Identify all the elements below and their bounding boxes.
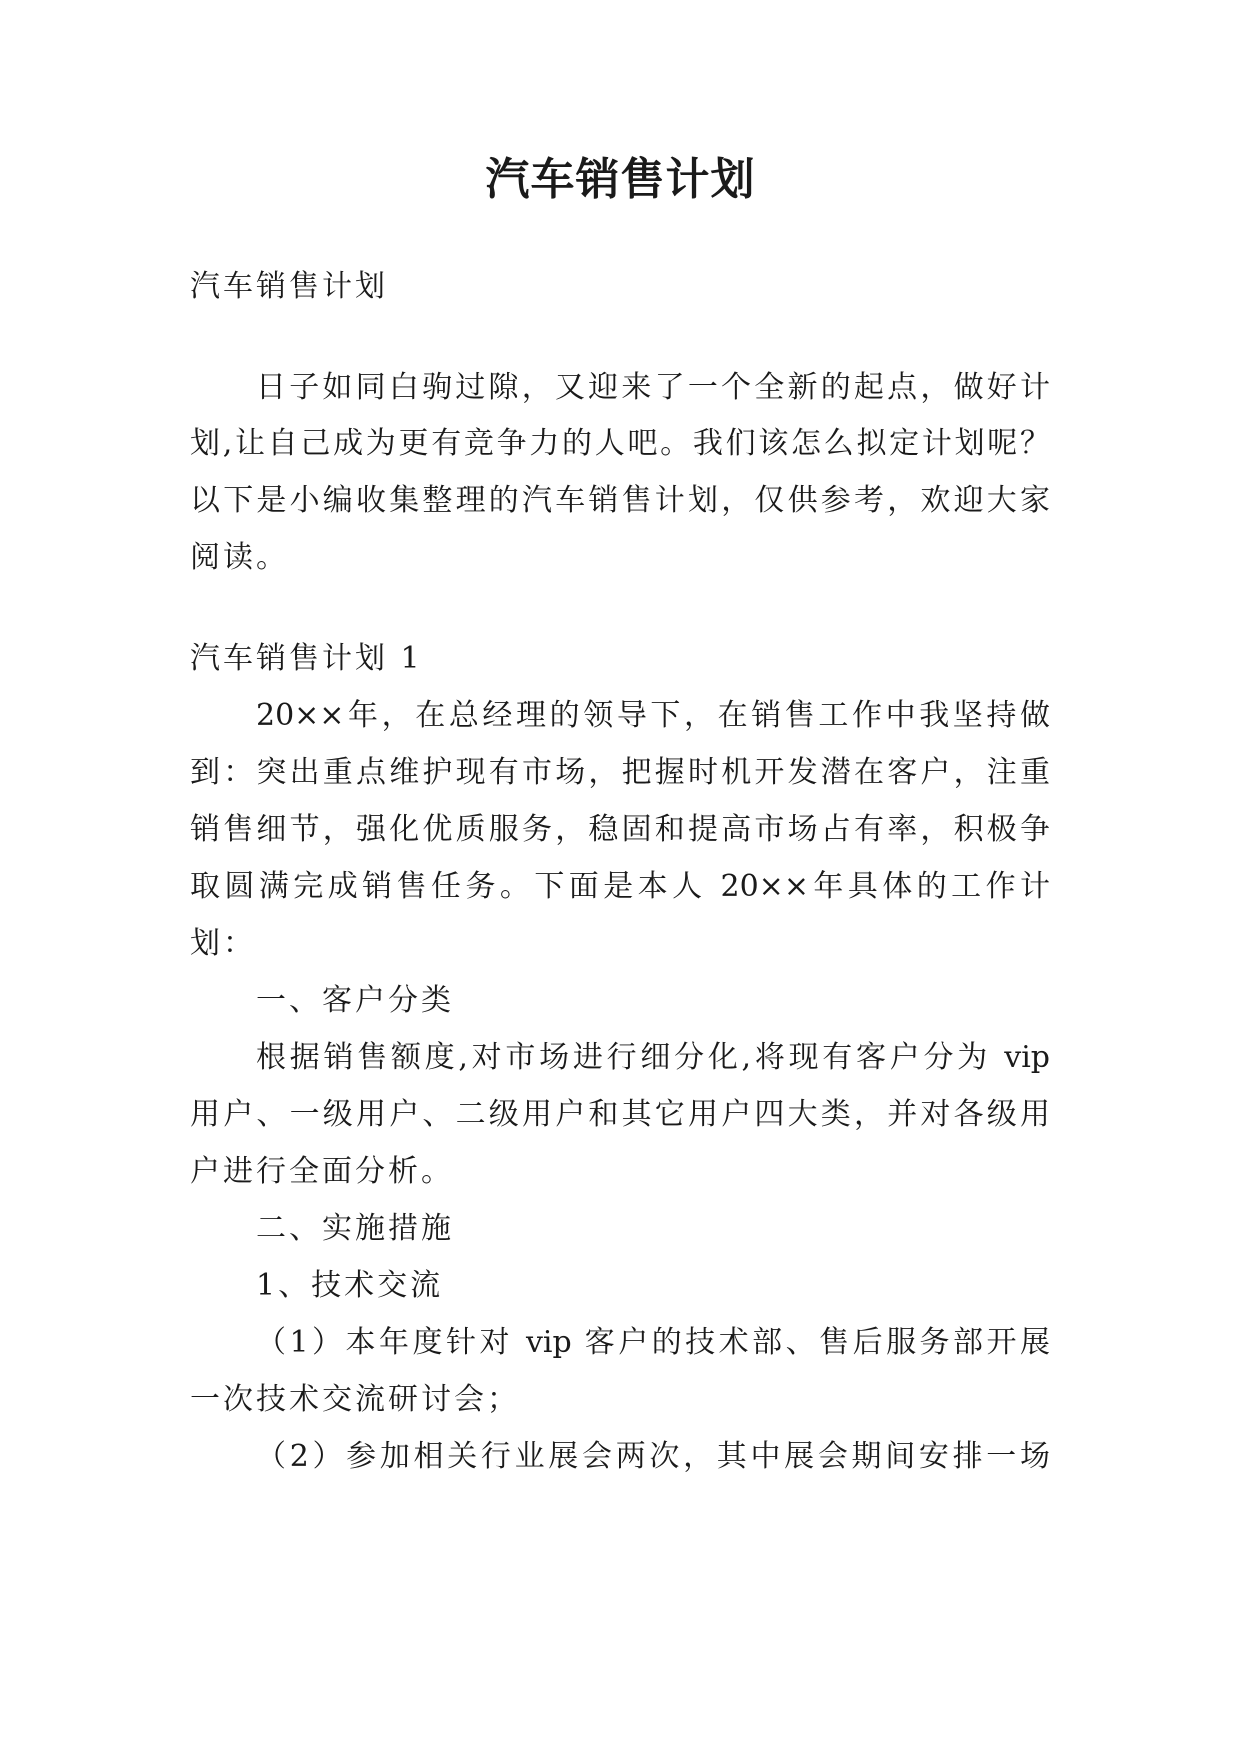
intro-line-2: 划,让自己成为更有竞争力的人吧。我们该怎么拟定计划呢？	[190, 426, 1050, 461]
section-heading-1: 汽车销售计划 1	[190, 641, 423, 676]
classification-line-3: 户进行全面分析。	[190, 1154, 454, 1189]
intro-line-1: 日子如同白驹过隙，又迎来了一个全新的起点，做好计	[256, 370, 1050, 405]
subtitle-line: 汽车销售计划	[190, 269, 388, 304]
classification-line-2: 用户、一级用户、二级用户和其它用户四大类，并对各级用	[190, 1097, 1050, 1132]
document-title: 汽车销售计划	[485, 154, 756, 205]
subheading-tech-exchange: 1、技术交流	[256, 1268, 444, 1303]
body-line-3: 销售细节，强化优质服务，稳固和提高市场占有率，积极争	[190, 812, 1050, 847]
body-line-5: 划：	[190, 926, 256, 961]
measure-item-2-line-1: （2）参加相关行业展会两次，其中展会期间安排一场	[256, 1439, 1050, 1474]
intro-line-4: 阅读。	[190, 540, 289, 575]
intro-line-3: 以下是小编收集整理的汽车销售计划，仅供参考，欢迎大家	[190, 483, 1050, 518]
subheading-measures: 二、实施措施	[256, 1211, 454, 1246]
measure-item-1-line-2: 一次技术交流研讨会；	[190, 1382, 520, 1417]
classification-line-1: 根据销售额度,对市场进行细分化,将现有客户分为 vip	[256, 1040, 1050, 1075]
body-line-4: 取圆满完成销售任务。下面是本人 20××年具体的工作计	[190, 869, 1050, 904]
measure-item-1-line-1: （1）本年度针对 vip 客户的技术部、售后服务部开展	[256, 1325, 1050, 1360]
subheading-customer-classification: 一、客户分类	[256, 983, 454, 1018]
body-line-1: 20××年，在总经理的领导下，在销售工作中我坚持做	[256, 698, 1050, 733]
body-line-2: 到：突出重点维护现有市场，把握时机开发潜在客户，注重	[190, 755, 1050, 790]
